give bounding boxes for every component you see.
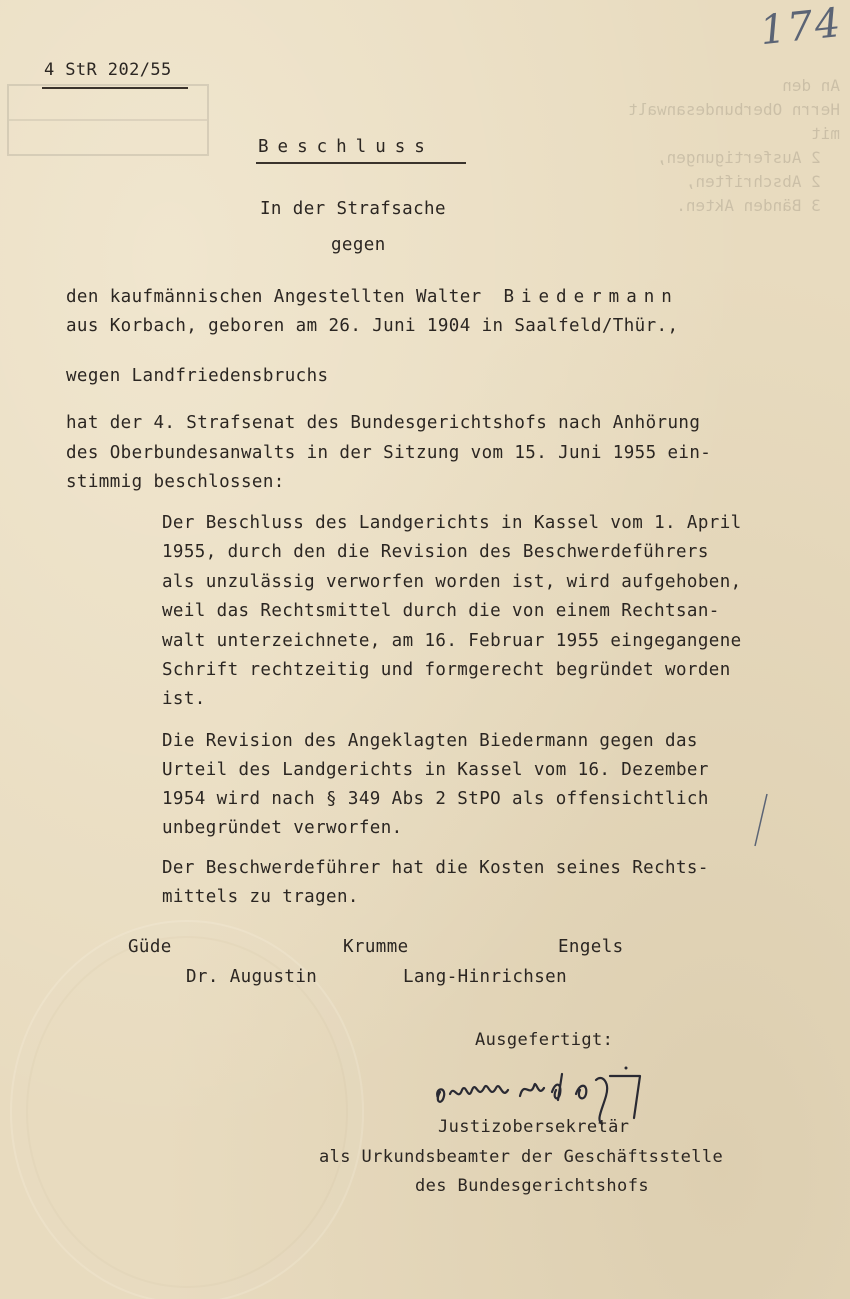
clerk-title: Justizobersekretär	[438, 1117, 630, 1137]
ruling-2-line: 1954 wird nach § 349 Abs 2 StPO als offensichtlich	[162, 789, 709, 809]
margin-pencil-mark	[745, 790, 775, 850]
ruling-3-line: Der Beschwerdeführer hat die Kosten seines Rechts-	[162, 858, 709, 878]
defendant-line-2: aus Korbach, geboren am 26. Juni 1904 in Saalfeld/Thür.,	[66, 316, 679, 336]
clerk-role-line: des Bundesgerichtshofs	[415, 1176, 649, 1196]
ruling-2-line: Die Revision des Angeklagten Biedermann gegen das	[162, 731, 698, 751]
title-underline	[256, 162, 466, 164]
defendant-surname: Biedermann	[503, 287, 679, 307]
judge-name: Güde	[128, 937, 172, 957]
document-title: Beschluss	[258, 137, 434, 157]
defendant-description: den kaufmännischen Angestellten Walter	[66, 287, 482, 307]
ruling-2-line: Urteil des Landgerichts in Kassel vom 16. Dezember	[162, 760, 709, 780]
decision-line: stimmig beschlossen:	[66, 472, 285, 492]
charge-line: wegen Landfriedensbruchs	[66, 366, 329, 386]
ruling-1-line: ist.	[162, 689, 206, 709]
clerk-role-line: als Urkundsbeamter der Geschäftsstelle	[319, 1147, 724, 1167]
ruling-3-line: mittels zu tragen.	[162, 887, 359, 907]
ruling-1-line: Schrift rechtzeitig und formgerecht begründet worden	[162, 660, 731, 680]
judge-name: Krumme	[343, 937, 409, 957]
decision-line: hat der 4. Strafsenat des Bundesgerichtshofs nach Anhörung	[66, 413, 701, 433]
ruling-1-line: weil das Rechtsmittel durch die von einem Rechtsan-	[162, 601, 720, 621]
judge-name: Engels	[558, 937, 624, 957]
file-reference: 4 StR 202/55	[44, 60, 172, 80]
decision-line: des Oberbundesanwalts in der Sitzung vom 15. Juni 1955 ein-	[66, 443, 712, 463]
judge-name: Dr. Augustin	[186, 967, 318, 987]
ruling-2-line: unbegründet verworfen.	[162, 818, 403, 838]
against-label: gegen	[331, 235, 386, 255]
certification-label: Ausgefertigt:	[475, 1030, 614, 1050]
file-reference-underline	[42, 87, 188, 89]
defendant-line-1	[66, 287, 679, 307]
ruling-1-line: 1955, durch den die Revision des Beschwerdeführers	[162, 542, 709, 562]
judge-name: Lang-Hinrichsen	[403, 967, 568, 987]
ruling-1-line: Der Beschluss des Landgerichts in Kassel vom 1. April	[162, 513, 742, 533]
ruling-1-line: walt unterzeichnete, am 16. Februar 1955 eingegangene	[162, 631, 742, 651]
ruling-1-line: als unzulässig verworfen worden ist, wird aufgehoben,	[162, 572, 742, 592]
faint-stamp	[0, 75, 220, 170]
bleed-through-text: An den Herrn Oberbundesanwalt mit 2 Ausfertigungen, 2 Abschriften, 3 Bänden Akten.	[628, 76, 840, 215]
case-intro: In der Strafsache	[260, 199, 446, 219]
handwritten-page-number: 174	[757, 0, 845, 55]
